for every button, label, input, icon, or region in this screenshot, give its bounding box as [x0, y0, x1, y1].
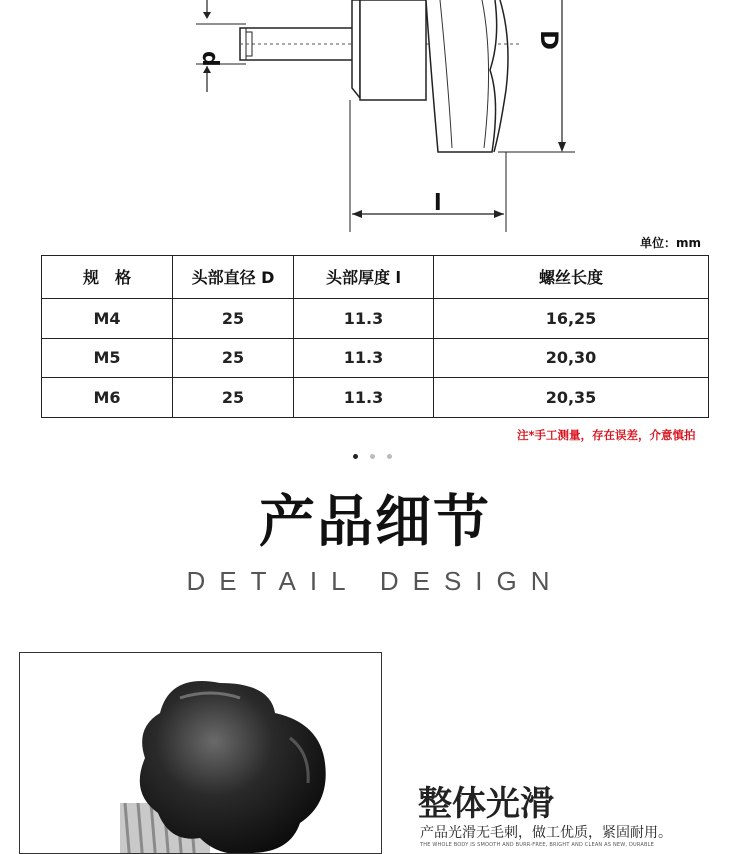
cell-diameter: 25 [173, 338, 294, 378]
feature-title: 整体光滑 [418, 784, 554, 824]
header-head-thickness: 头部厚度 l [294, 256, 434, 299]
cell-diameter: 25 [173, 298, 294, 338]
cell-thickness: 11.3 [294, 338, 434, 378]
pagination-dot[interactable] [387, 454, 392, 459]
pagination-dot[interactable] [353, 454, 358, 459]
dim-l-label: l [434, 191, 442, 216]
cell-length: 20,35 [434, 378, 709, 418]
table-row [42, 338, 709, 378]
cell-spec: M5 [42, 338, 173, 378]
spec-table [41, 255, 709, 418]
header-spec: 规 格 [42, 256, 173, 299]
section-subtitle: DETAIL DESIGN [186, 566, 564, 596]
measurement-note: 注*手工测量，存在误差，介意慎拍 [517, 428, 696, 442]
feature-english: THE WHOLE BODY IS SMOOTH AND BURR-FREE, BRIGHT AND CLEAN AS NEW, DURABLE [420, 842, 654, 848]
header-screw-length: 螺丝长度 [434, 256, 709, 299]
technical-drawing [0, 0, 750, 250]
unit-label: 单位：mm [640, 236, 702, 250]
cell-diameter: 25 [173, 378, 294, 418]
cell-length: 20,30 [434, 338, 709, 378]
pagination-dot[interactable] [370, 454, 375, 459]
dim-D-label: D [535, 30, 563, 50]
cell-thickness: 11.3 [294, 378, 434, 418]
cell-spec: M4 [42, 298, 173, 338]
table-row [42, 378, 709, 418]
cell-length: 16,25 [434, 298, 709, 338]
knob-image [20, 653, 381, 853]
table-header-row [42, 256, 709, 299]
section-title: 产品细节 [259, 490, 491, 555]
dim-d-small-label: d [197, 51, 222, 67]
cell-spec: M6 [42, 378, 173, 418]
cell-thickness: 11.3 [294, 298, 434, 338]
feature-description: 产品光滑无毛刺，做工优质，紧固耐用。 [420, 825, 672, 841]
table-row [42, 298, 709, 338]
carousel-pagination [353, 454, 392, 459]
product-photo [19, 652, 382, 854]
header-head-diameter: 头部直径 D [173, 256, 294, 299]
